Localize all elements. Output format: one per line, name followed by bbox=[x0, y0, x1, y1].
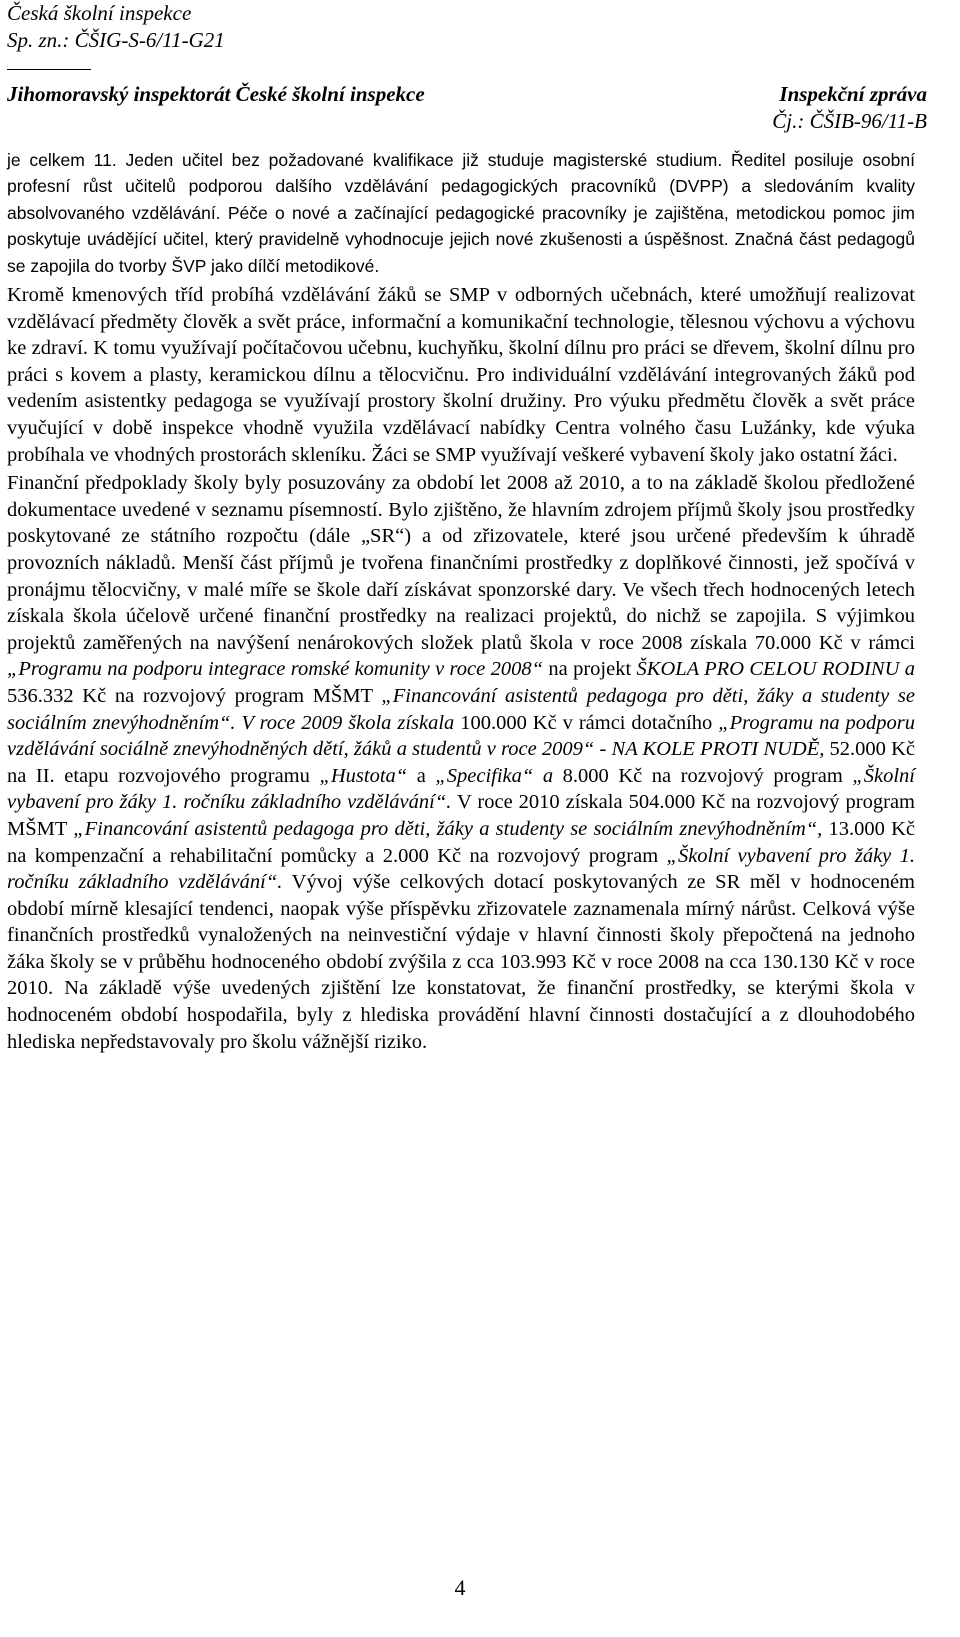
finance-text-7: 8.000 Kč na rozvojový program bbox=[553, 764, 853, 787]
paragraph-finance bbox=[7, 470, 915, 1055]
finance-italic-1: „Programu na podporu integrace romské komunity v roce 2008“ bbox=[7, 658, 543, 681]
header-rule bbox=[7, 69, 91, 70]
finance-text-2: na projekt bbox=[543, 658, 637, 681]
finance-italic-5: „Hustota“ bbox=[319, 764, 408, 787]
finance-italic-4: „Programu na podporu vzdělávání sociálně znevýhodněných dětí, žáků a studentů v roce 2009“ - NA KOLE PROTI NUDĚ, bbox=[7, 711, 915, 761]
finance-text-5: 52.000 Kč na II. etapu rozvojového programu bbox=[7, 738, 916, 787]
finance-text-6: a bbox=[407, 764, 436, 787]
finance-text-3: 536.332 Kč na rozvojový program MŠMT bbox=[7, 684, 382, 707]
finance-italic-9: „Školní vybavení pro žáky 1. ročníku základního vzdělávání“. bbox=[7, 844, 916, 894]
finance-text-1: Finanční předpoklady školy byly posuzovány za období let 2008 až 2010, a to na základě školou předložené dokumentace uvedené v seznamu písemností. Bylo zjištěno, že hlavním zdrojem příjmů školy jsou prostředky poskytované ze státního rozpočtu (dále „SR“) a od zřizovatele, které jsou určené především k úhradě provozních nákladů. Menší část příjmů je tvořena finančními prostředky z doplňkové činnosti, jež spočívá v pronájmu tělocvičny, v malé míře se škole daří získávat sponzorské dary. Ve všech třech hodnocených letech získala škola účelově určené finanční prostředky na realizaci projektů, do nichž se zapojila. S výjimkou projektů zaměřených na navýšení nenárokových složek platů škola v roce 2008 získala 70.000 Kč v rámci bbox=[7, 472, 915, 654]
header-report-type: Inspekční zpráva bbox=[779, 82, 927, 106]
header-cj: Čj.: ČŠIB-96/11-B bbox=[772, 109, 927, 133]
header-org: Česká školní inspekce bbox=[7, 1, 192, 25]
finance-italic-7: „Školní vybavení pro žáky 1. ročníku základního vzdělávání“. bbox=[7, 764, 915, 814]
header-inspectorate: Jihomoravský inspektorát České školní inspekce bbox=[7, 82, 425, 106]
page-number: 4 bbox=[454, 1575, 466, 1600]
finance-italic-2: ŠKOLA PRO CELOU RODINU a bbox=[636, 658, 915, 681]
paragraph-staff: je celkem 11. Jeden učitel bez požadované kvalifikace již studuje magisterské studium. Ředitel posiluje osobní profesní růst učitelů podporou dalšího vzdělávání pedagogických pracovníků (DVPP) a sledováním kvality absolvovaného vzdělávání. Péče o nové a začínající pedagogické pracovníky je zajištěna, metodickou pomoc jim poskytuje uvádějící učitel, který pravidelně vyhodnocuje jejich nové zkušenosti a úspěšnost. Značná část pedagogů se zapojila do tvorby ŠVP jako dílčí metodikové. bbox=[7, 150, 915, 276]
document-body bbox=[7, 147, 915, 1055]
finance-text-10: Vývoj výše celkových dotací poskytovaných ze SR měl v hodnoceném období mírně klesající tendenci, naopak výše příspěvku zřizovatele zaznamenala mírný nárůst. Celková výše finančních prostředků vynaložených na neinvestiční výdaje v hlavní činnosti školy přepočtená na jednoho žáka školy se v průběhu hodnoceného období zvýšila z cca 103.993 Kč v roce 2008 na cca 130.130 Kč v roce 2010. Na základě výše uvedených zjištění lze konstatovat, že finanční prostředky, se kterými škola v hodnoceném období hospodařila, byly z hlediska provádění hlavní činnosti dostačující a z dlouhodobého hlediska nepředstavovaly pro školu vážnější riziko. bbox=[7, 871, 915, 1053]
finance-italic-6: „Specifika“ a bbox=[435, 764, 554, 787]
header-sp-zn: Sp. zn.: ČŠIG-S-6/11-G21 bbox=[7, 28, 225, 52]
finance-italic-3: „Financování asistentů pedagoga pro děti, žáky a studenty se sociálním znevýhodněním“. V roce 2009 škola získala bbox=[7, 684, 915, 734]
finance-text-4: 100.000 Kč v rámci dotačního bbox=[454, 711, 719, 734]
paragraph-classrooms: Kromě kmenových tříd probíhá vzdělávání žáků se SMP v odborných učebnách, které umožňují realizovat vzdělávací předměty člověk a svět práce, informační a komunikační technologie, tělesnou výchovu a výchovu ke zdraví. K tomu využívají počítačovou učebnu, kuchyňku, školní dílnu pro práci se dřevem, školní dílnu pro práci s kovem a plasty, keramickou dílnu a tělocvičnu. Pro individuální vzdělávání integrovaných žáků pod vedením asistentky pedagoga se využívají prostory školní družiny. Pro výuku předmětu člověk a svět práce vyučující v době inspekce vhodně využila vzdělávací nabídky Centra volného času Lužánky, kde výuka probíhala ve vhodných prostorách skleníku. Žáci se SMP využívají veškeré vybavení školy jako ostatní žáci. bbox=[7, 284, 915, 466]
finance-text-9: 13.000 Kč na kompenzační a rehabilitační pomůcky a 2.000 Kč na rozvojový program bbox=[7, 817, 915, 867]
header-row bbox=[7, 81, 927, 108]
finance-italic-8: „Financování asistentů pedagoga pro děti, žáky a studenty se sociálním znevýhodněním“, bbox=[73, 817, 823, 840]
page-header bbox=[7, 0, 927, 135]
finance-text-8: V roce 2010 získala 504.000 Kč na rozvojový program MŠMT bbox=[7, 791, 915, 840]
